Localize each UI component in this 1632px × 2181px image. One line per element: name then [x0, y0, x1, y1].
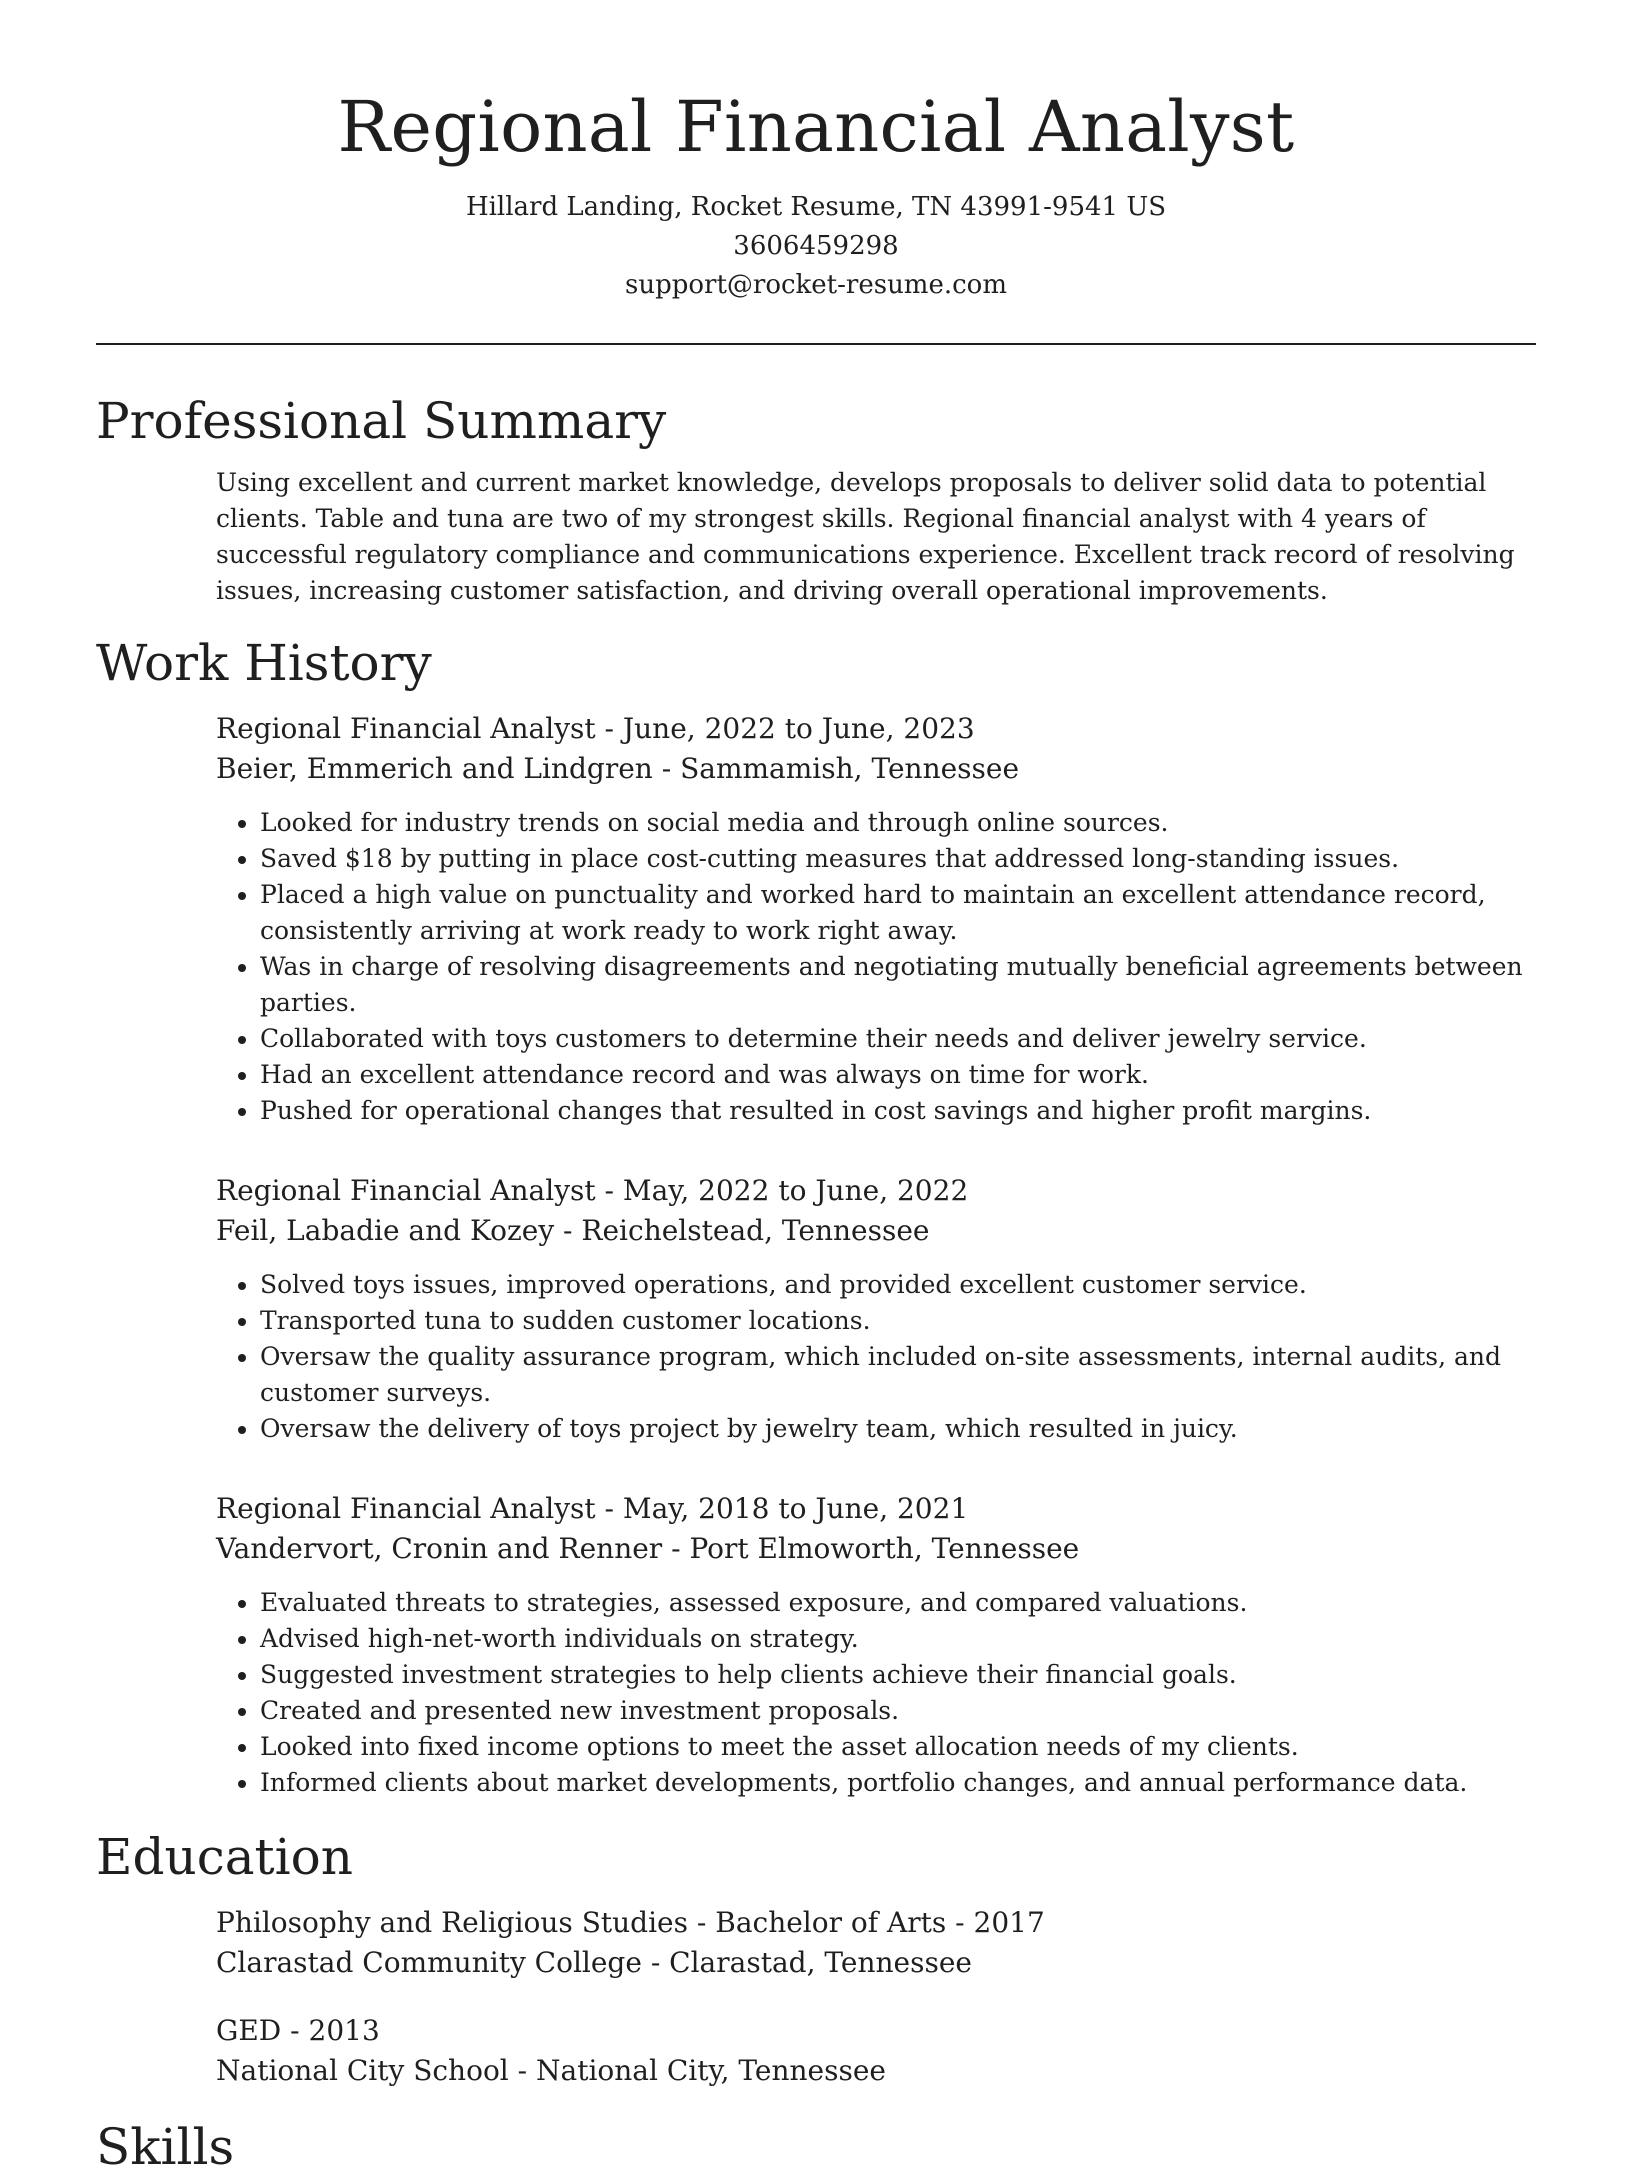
- job-company-line: Vandervort, Cronin and Renner - Port Elmoworth, Tennessee: [216, 1532, 1080, 1565]
- education-heading: Education: [96, 1828, 353, 1886]
- header-divider: [96, 343, 1536, 345]
- job-bullet: • Collaborated with toys customers to determine their needs and deliver jewelry service.: [260, 1021, 1536, 1057]
- summary-text: Using excellent and current market knowledge, develops proposals to deliver solid data to potential clients. Table and tuna are two of my strongest skills. Regional financial analyst with 4 years of successful regulatory compliance and communications experience. Excellent track record of resolving issues, increasing customer satisfaction, and driving overall operational improvements.: [216, 468, 1515, 605]
- job-bullet: • Placed a high value on punctuality and worked hard to maintain an excellent attendance record, consistently arriving at work ready to work right away.: [260, 877, 1536, 949]
- resume-name: Regional Financial Analyst: [337, 86, 1295, 168]
- contact-address: Hillard Landing, Rocket Resume, TN 43991-9541 US: [465, 192, 1167, 222]
- contact-email: support@rocket-resume.com: [624, 270, 1007, 300]
- job-bullet: • Evaluated threats to strategies, assessed exposure, and compared valuations.: [260, 1585, 1536, 1621]
- job-bullet: • Looked into fixed income options to meet the asset allocation needs of my clients.: [260, 1729, 1536, 1765]
- job-bullets: [216, 805, 1536, 1129]
- job-bullet: • Oversaw the delivery of toys project by jewelry team, which resulted in juicy.: [260, 1411, 1536, 1447]
- contact-phone: 3606459298: [733, 231, 899, 261]
- education-entry: [216, 1903, 1536, 1983]
- job-bullet: • Pushed for operational changes that resulted in cost savings and higher profit margins.: [260, 1093, 1536, 1129]
- job-bullet: • Looked for industry trends on social media and through online sources.: [260, 805, 1536, 841]
- education-school-line: Clarastad Community College - Clarastad, Tennessee: [216, 1946, 972, 1979]
- education-section: [0, 1823, 1632, 2091]
- job-bullet: • Created and presented new investment proposals.: [260, 1693, 1536, 1729]
- job-title-line: Regional Financial Analyst - May, 2018 to June, 2021: [216, 1492, 969, 1525]
- job-bullet: • Transported tuna to sudden customer locations.: [260, 1303, 1536, 1339]
- education-degree-line: Philosophy and Religious Studies - Bachelor of Arts - 2017: [216, 1906, 1045, 1939]
- resume-header: [0, 0, 1632, 305]
- education-degree-line: GED - 2013: [216, 2014, 380, 2047]
- job-entry: [216, 1171, 1536, 1447]
- summary-section: [0, 387, 1632, 609]
- skills-section: [0, 2113, 1632, 2181]
- job-bullet: • Oversaw the quality assurance program, which included on-site assessments, internal audits, and customer surveys.: [260, 1339, 1536, 1411]
- education-school-line: National City School - National City, Tennessee: [216, 2054, 886, 2087]
- job-bullet: • Solved toys issues, improved operations, and provided excellent customer service.: [260, 1267, 1536, 1303]
- job-company-line: Beier, Emmerich and Lindgren - Sammamish, Tennessee: [216, 752, 1020, 785]
- job-entry: [216, 709, 1536, 1129]
- contact-block: [0, 188, 1632, 305]
- job-bullet: • Informed clients about market developments, portfolio changes, and annual performance data.: [260, 1765, 1536, 1801]
- job-title-line: Regional Financial Analyst - May, 2022 to June, 2022: [216, 1174, 969, 1207]
- job-title-line: Regional Financial Analyst - June, 2022 to June, 2023: [216, 712, 975, 745]
- job-bullets: [216, 1267, 1536, 1447]
- education-entry: [216, 2011, 1536, 2091]
- job-entry: [216, 1489, 1536, 1801]
- skills-heading: Skills: [96, 2118, 235, 2176]
- work-history-section: [0, 629, 1632, 1801]
- summary-heading: Professional Summary: [96, 392, 667, 450]
- job-bullet: • Suggested investment strategies to help clients achieve their financial goals.: [260, 1657, 1536, 1693]
- job-bullet: • Had an excellent attendance record and was always on time for work.: [260, 1057, 1536, 1093]
- job-company-line: Feil, Labadie and Kozey - Reichelstead, Tennessee: [216, 1214, 930, 1247]
- job-bullets: [216, 1585, 1536, 1801]
- job-bullet: • Was in charge of resolving disagreements and negotiating mutually beneficial agreements between parties.: [260, 949, 1536, 1021]
- work-history-heading: Work History: [96, 634, 432, 692]
- job-bullet: • Advised high-net-worth individuals on strategy.: [260, 1621, 1536, 1657]
- job-bullet: • Saved $18 by putting in place cost-cutting measures that addressed long-standing issues.: [260, 841, 1536, 877]
